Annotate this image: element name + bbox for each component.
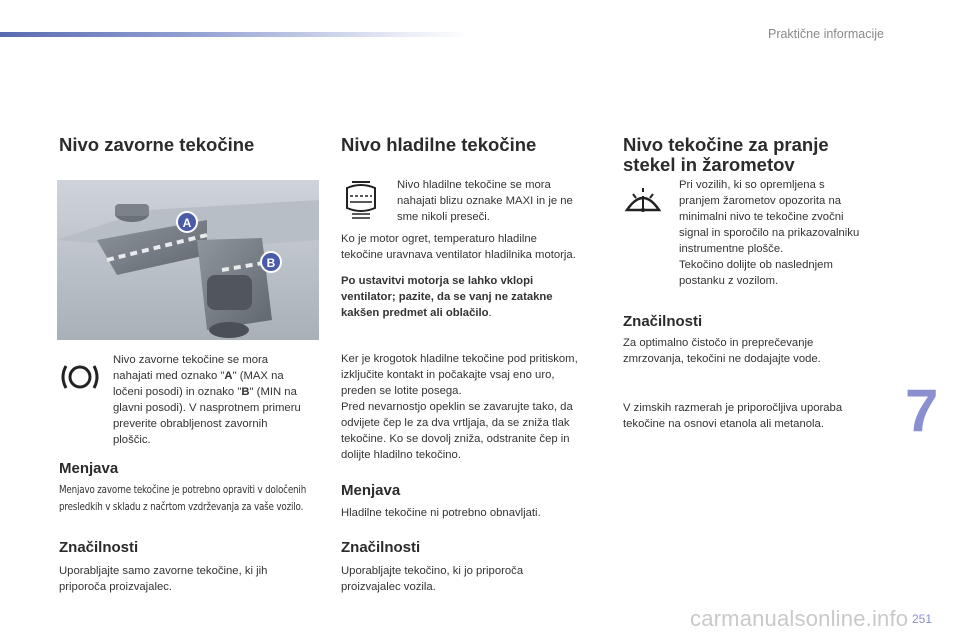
brake-change-text-2: presledkih v skladu z načrtom vzdrževanja za vaše vozilo. bbox=[59, 502, 304, 513]
brake-intro-line-5: preverite obrabljenost zavornih bbox=[113, 418, 268, 430]
coolant-change-title: Menjava bbox=[341, 482, 401, 499]
washer-intro-line-7: postanku z vozilom. bbox=[679, 275, 779, 287]
figure-label-b: B bbox=[266, 256, 276, 270]
brake-fluid-title: Nivo zavorne tekočine bbox=[59, 134, 255, 155]
coolant-intro-line-3: sme nikoli preseči. bbox=[397, 211, 490, 223]
coolant-change-text: Hladilne tekočine ni potrebno obnavljati. bbox=[341, 507, 541, 519]
coolant-spec-text-2: proizvajalec vozila. bbox=[341, 581, 436, 593]
coolant-pressure-line-3: preden se lotite posega. bbox=[341, 385, 462, 397]
washer-intro-line-3: minimalni nivo te tekočine zvočni bbox=[679, 211, 844, 223]
coolant-level-icon bbox=[344, 178, 378, 220]
brake-intro-line-1: Nivo zavorne tekočine se mora bbox=[113, 354, 269, 366]
coolant-pressure-line-2: izključite kontakt in počakajte vsaj eno uro, bbox=[341, 369, 555, 381]
washer-fluid-icon bbox=[624, 184, 662, 218]
coolant-title: Nivo hladilne tekočine bbox=[341, 134, 537, 155]
brake-spec-text-1: Uporabljajte samo zavorne tekočine, ki jih bbox=[59, 565, 268, 577]
brake-intro-line-3: ločeni posodi) in oznako "B" (MIN na bbox=[113, 386, 297, 398]
washer-spec-text-1: Za optimalno čistočo in preprečevanje bbox=[623, 337, 814, 349]
brake-spec-text-2: priporoča proizvajalec. bbox=[59, 581, 173, 593]
chapter-number: 7 bbox=[905, 377, 939, 444]
brake-intro-line-4: glavni posodi). V nasprotnem primeru bbox=[113, 402, 301, 414]
washer-spec-text-2: zmrzovanja, tekočini ne dodajajte vode. bbox=[623, 353, 821, 365]
brake-intro-line-6: ploščic. bbox=[113, 434, 151, 446]
section-title: Praktične informacije bbox=[767, 27, 884, 41]
washer-spec-title: Značilnosti bbox=[623, 313, 703, 330]
coolant-warning-line-2: ventilator; pazite, da se vanj ne zatakne bbox=[341, 291, 553, 303]
brake-change-title: Menjava bbox=[59, 460, 119, 477]
coolant-pressure-line-4: Pred nevarnostjo opeklin se zavarujte tako, da bbox=[341, 401, 573, 413]
washer-intro-line-5: instrumentne plošče. bbox=[679, 243, 784, 255]
coolant-warning-line-1: Po ustavitvi motorja se lahko vklopi bbox=[341, 275, 534, 287]
brake-warning-icon bbox=[59, 361, 101, 393]
coolant-pressure-line-1: Ker je krogotok hladilne tekočine pod pritiskom, bbox=[341, 353, 578, 365]
brake-change-text-1: Menjavo zavorne tekočine je potrebno opraviti v določenih bbox=[59, 485, 307, 496]
coolant-pressure-line-7: dolijte hladilno tekočino. bbox=[341, 449, 461, 461]
coolant-intro-line-2: nahajati blizu oznake MAXI in je ne bbox=[397, 195, 573, 207]
washer-fluid-title-line-1: Nivo tekočine za pranje bbox=[623, 134, 829, 155]
coolant-spec-title: Značilnosti bbox=[341, 539, 421, 556]
brake-spec-title: Značilnosti bbox=[59, 539, 139, 556]
coolant-fan-line-2: tekočine uravnava ventilator hladilnika motorja. bbox=[341, 249, 576, 261]
brake-intro-line-2: nahajati med oznako "A" (MAX na bbox=[113, 370, 284, 382]
washer-intro-line-6: Tekočino dolijte ob naslednjem bbox=[679, 259, 833, 271]
coolant-spec-text-1: Uporabljajte tekočino, ki jo priporoča bbox=[341, 565, 524, 577]
coolant-intro-line-1: Nivo hladilne tekočine se mora bbox=[397, 179, 551, 191]
washer-intro-line-1: Pri vozilih, ki so opremljena s bbox=[679, 179, 825, 191]
washer-winter-line-1: V zimskih razmerah je priporočljiva uporaba bbox=[623, 402, 843, 414]
brake-reservoir-figure bbox=[57, 180, 319, 340]
washer-intro-line-4: signal in sporočilo na prikazovalniku bbox=[679, 227, 860, 239]
watermark: carmanualsonline.info bbox=[690, 606, 909, 631]
figure-label-a: A bbox=[182, 216, 192, 230]
page-number: 251 bbox=[912, 612, 933, 626]
header-accent-bar bbox=[0, 32, 470, 37]
washer-intro-line-2: pranjem žarometov opozorita na bbox=[679, 195, 842, 207]
washer-winter-line-2: tekočine na osnovi etanola ali metanola. bbox=[623, 418, 824, 430]
coolant-pressure-line-6: tekočine. Ko se dovolj zniža, odstranite čep in bbox=[341, 433, 570, 445]
coolant-fan-line-1: Ko je motor ogret, temperaturo hladilne bbox=[341, 233, 537, 245]
washer-fluid-title-line-2: stekel in žarometov bbox=[623, 154, 795, 175]
coolant-pressure-line-5: odvijete čep le za dva vrtljaja, da se zniža tlak bbox=[341, 417, 570, 429]
coolant-warning-line-3: kakšen predmet ali oblačilo. bbox=[341, 307, 492, 319]
